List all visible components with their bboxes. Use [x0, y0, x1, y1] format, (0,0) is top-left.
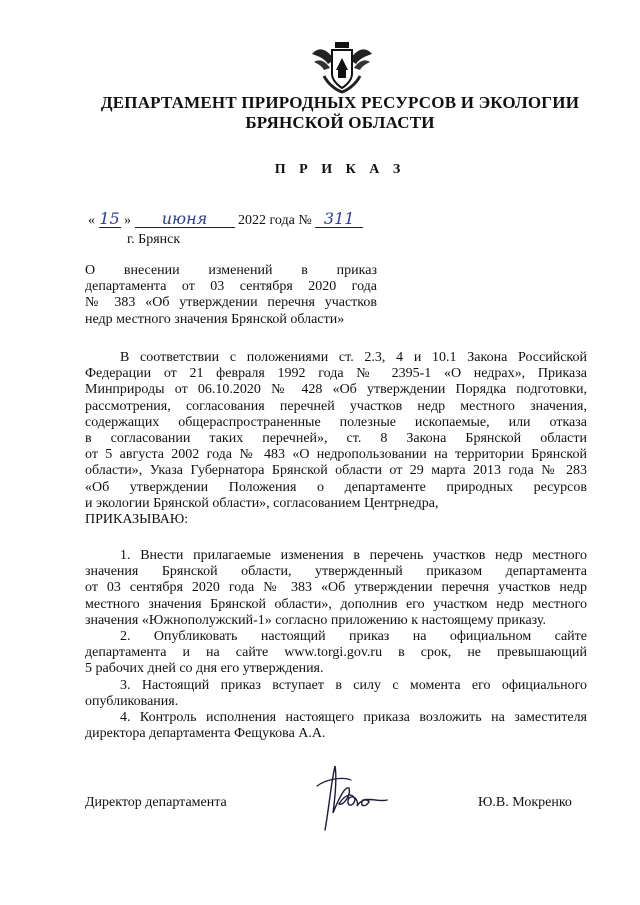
preamble-line: В соответствии с положениями ст. 2.3, 4 и 10.1 Закона Российской — [120, 350, 587, 365]
preamble — [85, 350, 587, 528]
department-name-line2: БРЯНСКОЙ ОБЛАСТИ — [245, 113, 435, 132]
item-line: значения Брянской области, утвержденный приказом департамента — [85, 564, 587, 580]
close-quote: » — [124, 213, 131, 228]
preamble-line: «Об утверждении Положения о департаменте природных ресурсов — [85, 479, 587, 495]
item-line: 2. Опубликовать настоящий приказ на официальном сайте — [120, 629, 587, 645]
date-day: 15 — [99, 209, 120, 228]
item-line: 3. Настоящий приказ вступает в силу с момента его официального — [120, 677, 587, 693]
preamble-line: рассмотрения, согласования перечней участков недр местного значения, — [85, 398, 587, 414]
subject-line: О внесении изменений в приказ — [85, 263, 377, 278]
date-year: 2022 года № — [238, 213, 312, 228]
order-subject — [85, 263, 377, 328]
signatory-position: Директор департамента — [85, 795, 227, 810]
subject-line: недр местного значения Брянской области» — [85, 311, 345, 327]
order-number: 311 — [315, 211, 363, 228]
item-line: директора департамента Фещукова А.А. — [85, 726, 326, 742]
order-items — [85, 548, 587, 742]
document-title: П Р И К А З — [274, 162, 406, 177]
preamble-line: Минприроды от 06.10.2020 № 428 «Об утверждении Порядка подготовки, — [85, 382, 587, 398]
preamble-line: Федерации от 21 февраля 1992 года № 2395-1 «О недрах», Приказа — [85, 366, 587, 382]
order-word: ПРИКАЗЫВАЮ: — [85, 512, 189, 528]
preamble-line: области», Указа Губернатора Брянской области от 29 марта 2013 года № 283 — [85, 463, 587, 479]
coat-of-arms-emblem — [310, 40, 374, 94]
item-line: 4. Контроль исполнения настоящего приказа возложить на заместителя — [120, 710, 587, 726]
department-name-line1: ДЕПАРТАМЕНТ ПРИРОДНЫХ РЕСУРСОВ И ЭКОЛОГИИ — [100, 93, 580, 112]
handwritten-signature — [295, 758, 405, 838]
item-line: опубликования. — [85, 693, 179, 709]
item-line: от 03 сентября 2020 года № 383 «Об утверждении перечня участков недр — [85, 580, 587, 596]
order-item-4 — [85, 710, 587, 742]
item-line: местного значения Брянской области», дополнив его участком недр местного — [85, 596, 587, 612]
city: г. Брянск — [127, 232, 181, 247]
item-line: 1. Внести прилагаемые изменения в перечень участков недр местного — [120, 548, 587, 563]
date-month: июня — [135, 211, 235, 228]
item-line: значения «Южнополужский-1» согласно приложению к настоящему приказу. — [85, 612, 546, 628]
date-line — [88, 211, 388, 229]
order-item-3 — [85, 678, 587, 710]
preamble-line: в согласовании таких перечней», ст. 8 Закона Брянской области — [85, 431, 587, 447]
preamble-line: и экологии Брянской области», согласованием Центрнедра, — [85, 495, 439, 511]
preamble-line: от 5 августа 2002 года № 483 «О недропользовании на территории Брянской — [85, 447, 587, 463]
order-item-2 — [85, 629, 587, 678]
preamble-line: содержащих общераспространенные полезные ископаемые, или отказа — [85, 414, 587, 430]
subject-line: департамента от 03 сентября 2020 года — [85, 279, 377, 295]
signatory-name: Ю.В. Мокренко — [478, 795, 572, 810]
item-line: 5 рабочих дней со дня его утверждения. — [85, 661, 324, 677]
subject-line: № 383 «Об утверждении перечня участков — [85, 295, 377, 311]
item-line: департамента и на сайте www.torgi.gov.ru в срок, не превышающий — [85, 645, 587, 661]
order-item-1 — [85, 548, 587, 629]
open-quote: « — [88, 213, 95, 228]
